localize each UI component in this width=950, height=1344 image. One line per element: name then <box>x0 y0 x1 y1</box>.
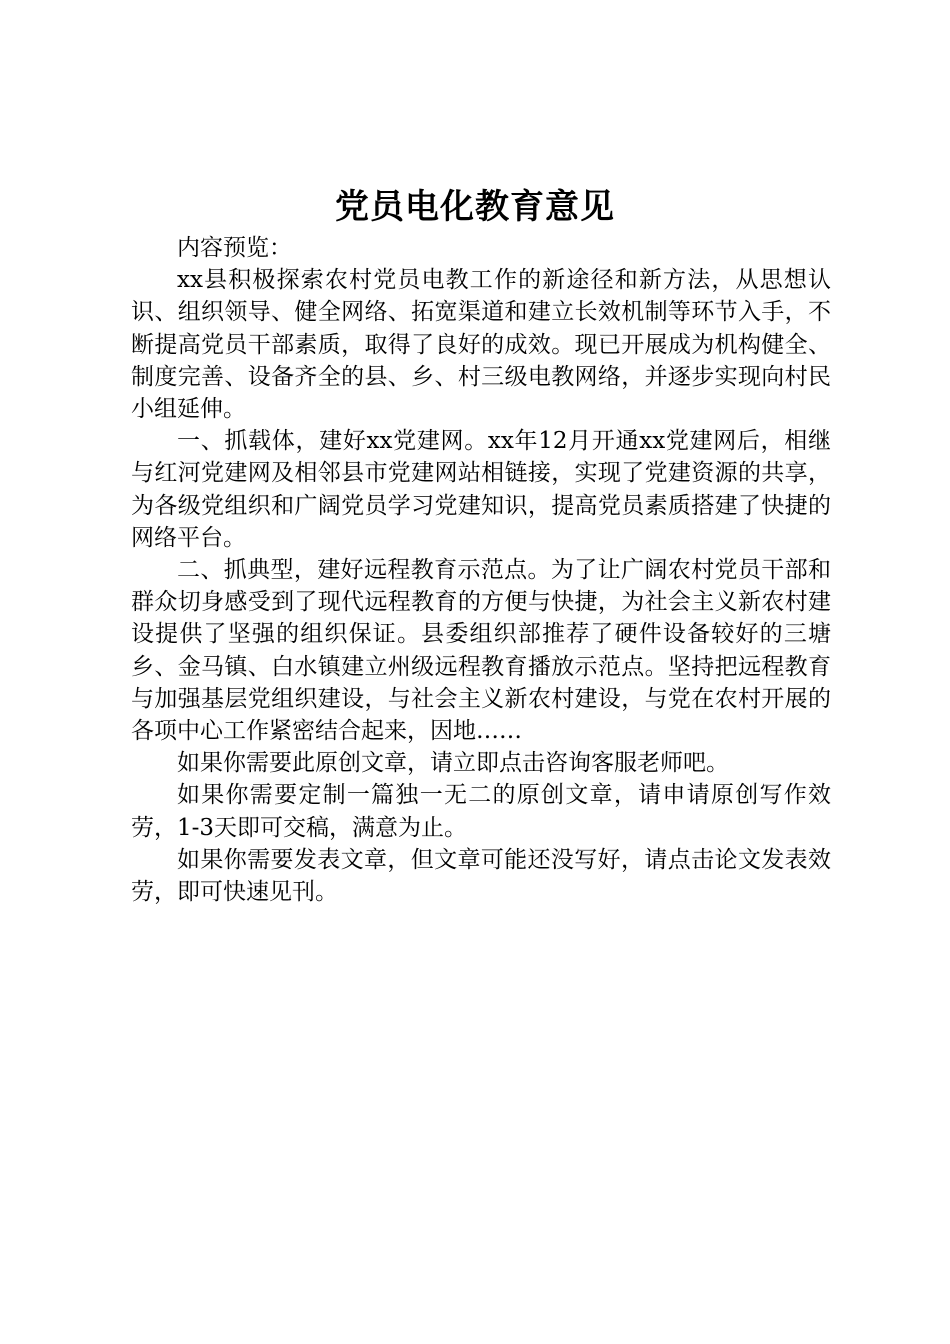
document-body <box>131 232 831 908</box>
section-two-paragraph: 二、抓典型，建好远程教育示范点。为了让广阔农村党员干部和群众切身感受到了现代远程教育的方便与快捷，为社会主义新农村建设提供了坚强的组织保证。县委组织部推荐了硬件设备较好的三塘乡、金马镇、白水镇建立州级远程教育播放示范点。坚持把远程教育与加强基层党组织建设，与社会主义新农村建设，与党在农村开展的各项中心工作紧密结合起来，因地…… <box>131 557 831 745</box>
contact-service-paragraph: 如果你需要此原创文章，请立即点击咨询客服老师吧。 <box>177 750 729 777</box>
custom-writing-paragraph: 如果你需要定制一篇独一无二的原创文章，请申请原创写作效劳，1-3天即可交稿，满意为止。 <box>131 782 831 841</box>
publish-service-paragraph: 如果你需要发表文章，但文章可能还没写好，请点击论文发表效劳，即可快速见刊。 <box>131 846 831 906</box>
preview-label: 内容预览： <box>177 235 292 261</box>
section-one-paragraph: 一、抓载体，建好xx党建网。xx年12月开通xx党建网后，相继与红河党建网及相邻县市党建网站相链接，实现了党建资源的共享，为各级党组织和广阔党员学习党建知识，提高党员素质搭建了快捷的网络平台。 <box>131 428 831 551</box>
intro-paragraph: xx县积极探索农村党员电教工作的新途径和新方法，从思想认识、组织领导、健全网络、拓宽渠道和建立长效机制等环节入手，不断提高党员干部素质，取得了良好的成效。现已开展成为机构健全、制度完善、设备齐全的县、乡、村三级电教网络，并逐步实现向村民小组延伸。 <box>131 267 831 423</box>
document-title: 党员电化教育意见 <box>335 187 615 227</box>
